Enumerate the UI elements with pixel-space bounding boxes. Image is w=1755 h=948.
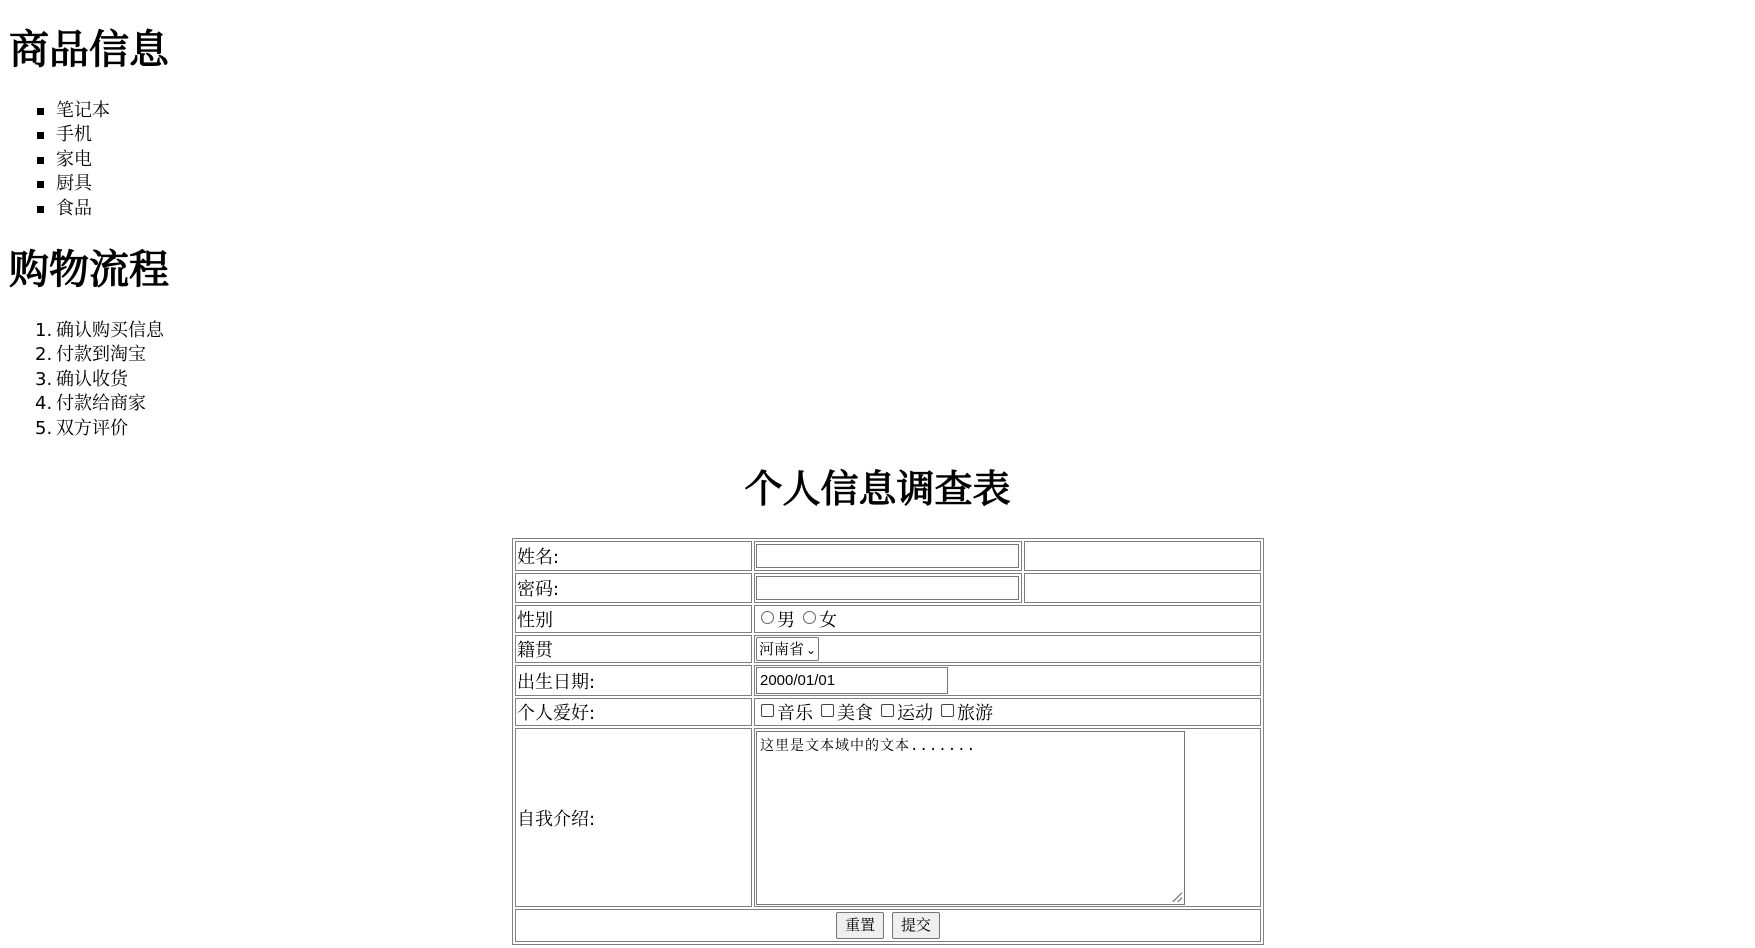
list-item: 4. 付款给商家 <box>35 393 146 415</box>
birthdate-cell <box>754 665 1261 696</box>
checkbox-icon[interactable] <box>941 704 954 717</box>
resize-handle-icon[interactable] <box>1172 892 1182 902</box>
hobby-sports-checkbox[interactable] <box>876 699 933 725</box>
list-item: 食品 <box>56 197 110 221</box>
list-item: 家电 <box>56 148 110 172</box>
gender-option-female[interactable] <box>798 606 837 632</box>
chevron-down-icon: ⌄ <box>806 643 817 657</box>
list-item: 手机 <box>56 123 110 147</box>
hobbies-cell <box>754 698 1261 726</box>
gender-label: 性别 <box>515 605 752 633</box>
checkbox-icon[interactable] <box>821 704 834 717</box>
list-item-label: 确认收货 <box>56 368 128 390</box>
intro-textarea[interactable] <box>756 731 1185 905</box>
birthdate-label: 出生日期: <box>515 665 752 696</box>
products-list <box>0 99 110 221</box>
password-input[interactable] <box>756 576 1019 600</box>
buttons-cell <box>515 909 1261 942</box>
option-label: 女 <box>819 610 837 631</box>
list-item-label: 付款给商家 <box>56 393 146 415</box>
flow-heading: 购物流程 <box>9 247 169 293</box>
hobby-travel-checkbox[interactable] <box>936 699 993 725</box>
list-item: 笔记本 <box>56 99 110 123</box>
list-item: 厨具 <box>56 172 110 196</box>
option-label: 音乐 <box>777 703 813 724</box>
hometown-cell <box>754 635 1261 663</box>
checkbox-icon[interactable] <box>881 704 894 717</box>
list-item: 1. 确认购买信息 <box>35 320 164 341</box>
checkbox-icon[interactable] <box>761 704 774 717</box>
intro-label: 自我介绍: <box>515 728 752 907</box>
reset-button[interactable]: 重置 <box>836 912 884 939</box>
option-label: 男 <box>777 610 795 631</box>
password-cell <box>754 573 1022 603</box>
submit-button[interactable]: 提交 <box>892 912 940 939</box>
password-label: 密码: <box>515 573 752 603</box>
name-cell <box>754 541 1022 571</box>
radio-icon[interactable] <box>761 611 774 624</box>
intro-cell <box>754 728 1261 907</box>
empty-cell <box>1024 573 1261 603</box>
birthdate-input[interactable] <box>756 667 948 694</box>
list-item: 2. 付款到淘宝 <box>35 344 146 366</box>
list-item-label: 付款到淘宝 <box>56 344 146 366</box>
list-item: 3. 确认收货 <box>35 368 128 390</box>
textarea-value: 这里是文本域中的文本....... <box>760 737 977 754</box>
radio-icon[interactable] <box>803 611 816 624</box>
gender-option-male[interactable] <box>756 606 795 632</box>
empty-cell <box>1024 541 1261 571</box>
products-heading: 商品信息 <box>9 27 169 73</box>
hometown-label: 籍贯 <box>515 635 752 663</box>
form-title: 个人信息调查表 <box>744 467 1011 511</box>
survey-table <box>512 538 1264 945</box>
list-item: 5. 双方评价 <box>35 417 128 439</box>
flow-list <box>0 319 164 441</box>
hobbies-label: 个人爱好: <box>515 698 752 726</box>
hobby-music-checkbox[interactable] <box>756 699 813 725</box>
option-label: 旅游 <box>957 703 993 724</box>
list-item-label: 双方评价 <box>56 417 128 439</box>
hobby-food-checkbox[interactable] <box>816 699 873 725</box>
list-item-label: 确认购买信息 <box>56 320 164 341</box>
select-value: 河南省 <box>759 640 805 658</box>
gender-cell <box>754 605 1261 633</box>
option-label: 美食 <box>837 703 873 724</box>
hometown-select[interactable] <box>756 637 819 661</box>
name-input[interactable] <box>756 544 1019 568</box>
option-label: 运动 <box>897 703 933 724</box>
name-label: 姓名: <box>515 541 752 571</box>
